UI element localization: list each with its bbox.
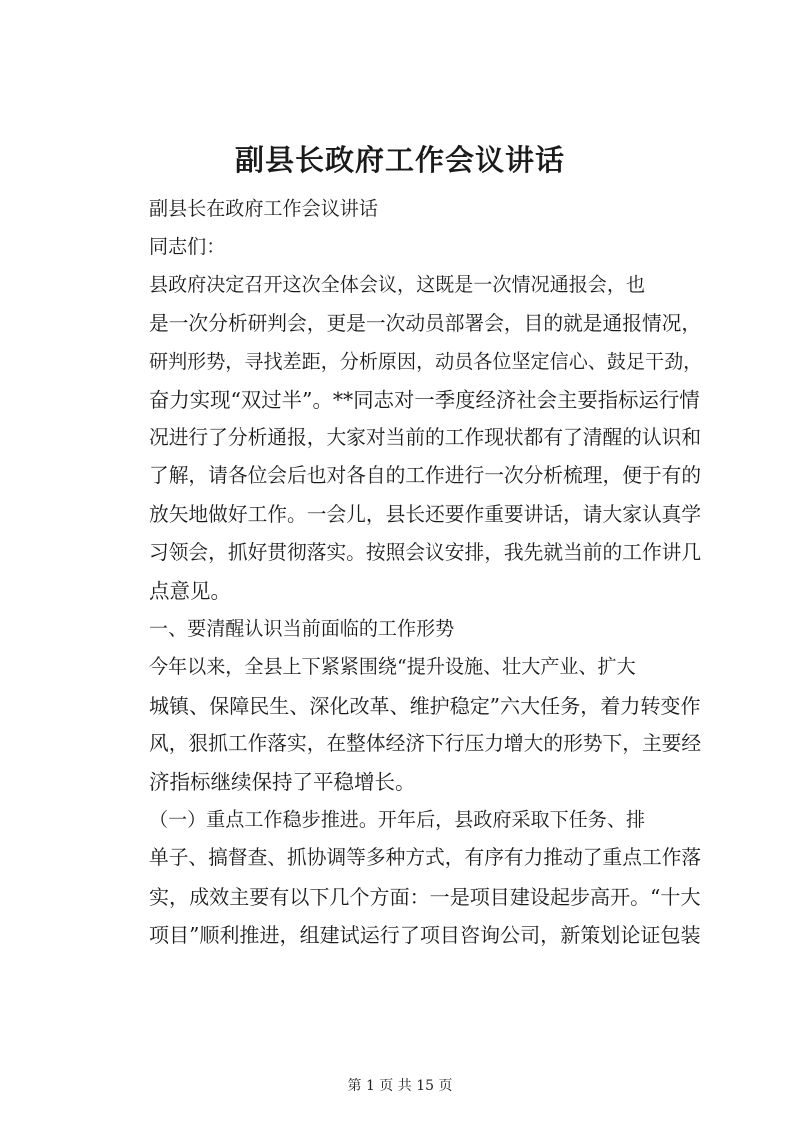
paragraph-line: 况进行了分析通报，大家对当前的工作现状都有了清醒的认识和	[149, 426, 702, 450]
paragraph	[108, 190, 700, 228]
paragraph-line: 研判形势，寻找差距，分析原因，动员各位坚定信心、鼓足干劲，	[149, 350, 703, 373]
paragraph	[108, 648, 700, 801]
paragraph-line: 习领会，抓好贯彻落实。按照会议安排，我先就当前的工作讲几	[149, 540, 702, 564]
paragraph-line: 风，狠抓工作落实，在整体经济下行压力增大的形势下，主要经	[149, 731, 702, 755]
paragraph-line: （一）重点工作稳步推进。开年后，县政府采取下任务、排	[149, 809, 646, 832]
paragraph-line: 放矢地做好工作。一会儿，县长还要作重要讲话，请大家认真学	[149, 502, 702, 526]
paragraph	[108, 266, 703, 610]
paragraph-line: 济指标继续保持了平稳增长。	[149, 770, 416, 795]
paragraph-line: 单子、搞督查、抓协调等多种方式，有序有力推动了重点工作落	[149, 846, 702, 870]
paragraph-line: 项目”顺利推进，组建试运行了项目咨询公司，新策划论证包装	[149, 922, 701, 947]
paragraph-line: 县政府决定召开这次全体会议，这既是一次情况通报会，也	[149, 274, 646, 297]
paragraph	[108, 228, 700, 266]
paragraph-line: 是一次分析研判会，更是一次动员部署会，目的就是通报情况，	[149, 311, 702, 335]
paragraph-line: 副县长在政府工作会议讲话	[149, 198, 378, 220]
paragraph-line: 今年以来，全县上下紧紧围绕“提升设施、壮大产业、扩大	[149, 656, 636, 679]
paragraph-line: 奋力实现“双过半”。**同志对一季度经济社会主要指标运行情	[149, 388, 700, 413]
page-footer: 第 1 页 共 15 页	[347, 1078, 453, 1094]
document-body	[108, 190, 703, 954]
paragraph-line: 一、要清醒认识当前面临的工作形势	[149, 618, 455, 641]
paragraph-line: 城镇、保障民生、深化改革、维护稳定”六大任务，着力转变作	[149, 693, 701, 718]
paragraph-line: 实，成效主要有以下几个方面：一是项目建设起步高开。“十大	[149, 884, 701, 909]
paragraph-line: 同志们：	[149, 236, 226, 259]
paragraph	[108, 610, 700, 648]
paragraph-line: 点意见。	[149, 579, 231, 604]
document-title: 副县长政府工作会议讲话	[234, 143, 565, 177]
paragraph	[108, 801, 700, 954]
paragraph-line: 了解，请各位会后也对各自的工作进行一次分析梳理，便于有的	[149, 464, 702, 488]
